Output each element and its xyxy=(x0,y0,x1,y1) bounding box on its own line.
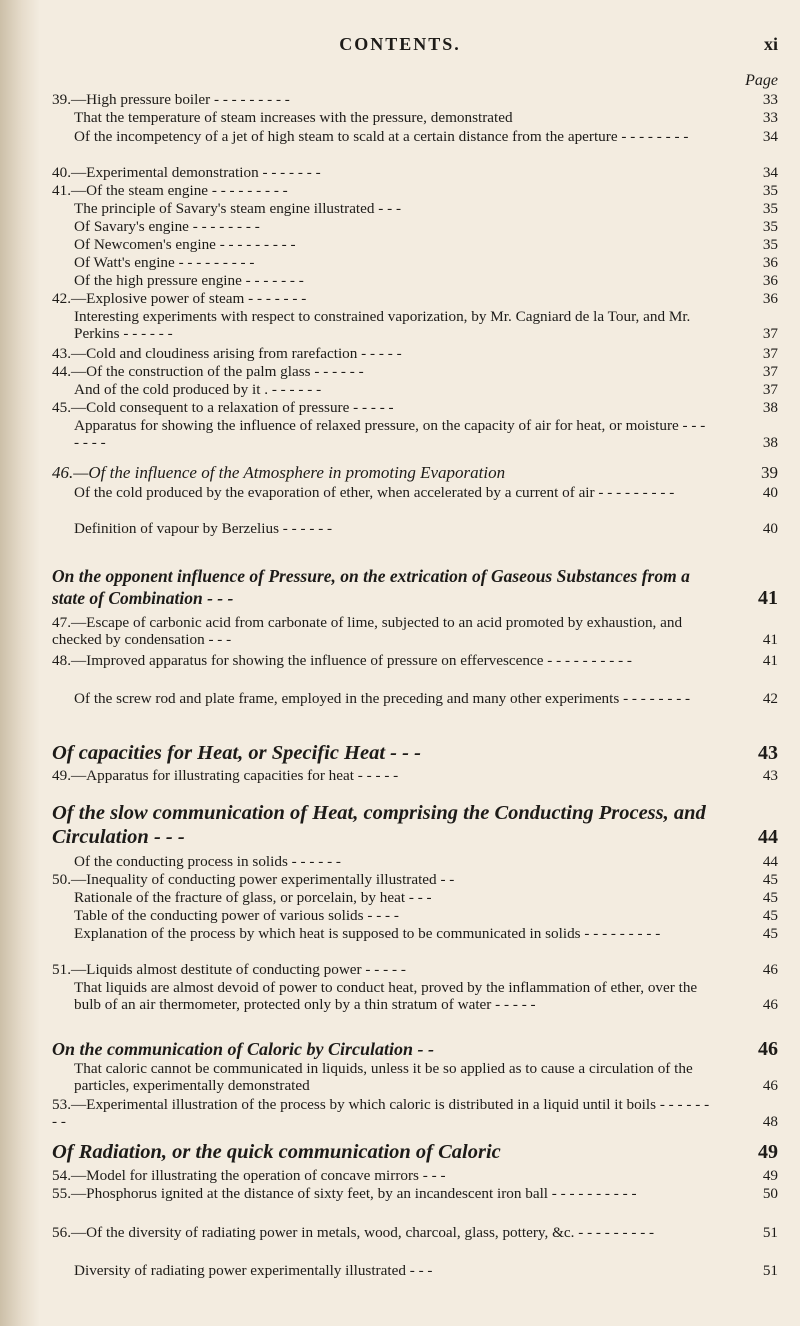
toc-entry: Interesting experiments with respect to constrained vaporization, by Mr. Cagniard de la Tour, and Mr. Perkins - - - - - - 37 xyxy=(74,308,778,343)
toc-entry: 43.—Cold and cloudiness arising from rarefaction - - - - - 37 xyxy=(52,345,778,362)
section-heading: Of capacities for Heat, or Specific Heat - - - 43 xyxy=(52,742,778,764)
toc-entry: 41.—Of the steam engine - - - - - - - - - 35 xyxy=(52,182,778,199)
toc-entry: That caloric cannot be communicated in liquids, unless it be so applied as to cause a circulation of the particles, experimentally demonstrated 46 xyxy=(74,1060,778,1095)
page-folio: xi xyxy=(763,34,778,54)
section-heading: Of the slow communication of Heat, comprising the Conducting Process, and Circulation - - - 44 xyxy=(52,802,778,848)
toc-entry: 47.—Escape of carbonic acid from carbonate of lime, subjected to an acid promoted by exhaustion, and checked by condensation - - - 41 xyxy=(52,614,778,649)
toc-entry: 55.—Phosphorus ignited at the distance of sixty feet, by an incandescent iron ball - - - - - - - - - - 50 xyxy=(52,1185,778,1202)
toc-entry: Of the screw rod and plate frame, employed in the preceding and many other experiments - - - - - - - - 42 xyxy=(74,690,778,707)
toc-entry: Of the conducting process in solids - - - - - - 44 xyxy=(74,853,778,870)
toc-entry: Definition of vapour by Berzelius - - - - - - 40 xyxy=(74,520,778,537)
toc-entry: Of the incompetency of a jet of high steam to scald at a certain distance from the aperture - - - - - - - - 34 xyxy=(74,128,778,145)
section-heading: On the opponent influence of Pressure, on the extrication of Gaseous Substances from a state of Combination - - - 41 xyxy=(52,566,778,609)
toc-entry: 42.—Explosive power of steam - - - - - - - 36 xyxy=(52,290,778,307)
toc-entry: 54.—Model for illustrating the operation of concave mirrors - - - 49 xyxy=(52,1167,778,1184)
binding-shadow xyxy=(0,0,40,1326)
toc-entry: Rationale of the fracture of glass, or porcelain, by heat - - - 45 xyxy=(74,889,778,906)
toc-entry: 49.—Apparatus for illustrating capacities for heat - - - - - 43 xyxy=(52,767,778,784)
section-heading: Of Radiation, or the quick communication of Caloric 49 xyxy=(52,1141,778,1163)
toc-entry: Of the cold produced by the evaporation of ether, when accelerated by a current of air - - - - - - - - - 40 xyxy=(74,484,778,501)
toc-entry: 46.—Of the influence of the Atmosphere in promoting Evaporation 39 xyxy=(52,463,778,482)
toc-entry: Of the high pressure engine - - - - - - - 36 xyxy=(74,272,778,289)
toc-entry: And of the cold produced by it . - - - - - - 37 xyxy=(74,381,778,398)
toc-entry: Of Savary's engine - - - - - - - - 35 xyxy=(74,218,778,235)
section-heading: On the communication of Caloric by Circulation - - 46 xyxy=(52,1038,778,1060)
toc-entry: Of Newcomen's engine - - - - - - - - - 35 xyxy=(74,236,778,253)
toc-entry: 53.—Experimental illustration of the process by which caloric is distributed in a liquid until it boils - - - - - - - - 48 xyxy=(52,1096,778,1131)
toc-entry: 45.—Cold consequent to a relaxation of pressure - - - - - 38 xyxy=(52,399,778,416)
running-title: CONTENTS. xyxy=(339,34,461,54)
toc-entry: Of Watt's engine - - - - - - - - - 36 xyxy=(74,254,778,271)
toc-entry: 50.—Inequality of conducting power experimentally illustrated - - 45 xyxy=(52,871,778,888)
toc-entry: 40.—Experimental demonstration - - - - - - - 34 xyxy=(52,164,778,181)
toc-entry: 48.—Improved apparatus for showing the influence of pressure on effervescence - - - - - - - - - - 41 xyxy=(52,652,778,669)
toc-entry: 56.—Of the diversity of radiating power in metals, wood, charcoal, glass, pottery, &c. - - - - - - - - - 51 xyxy=(52,1224,778,1241)
toc-entry: 51.—Liquids almost destitute of conducting power - - - - - 46 xyxy=(52,961,778,978)
toc-entry: Explanation of the process by which heat is supposed to be communicated in solids - - - - - - - - - 45 xyxy=(74,925,778,942)
toc-entry: 39.—High pressure boiler - - - - - - - - - 33 xyxy=(52,91,778,108)
toc-entry: Diversity of radiating power experimentally illustrated - - - 51 xyxy=(74,1262,778,1279)
toc-entry: 44.—Of the construction of the palm glass - - - - - - 37 xyxy=(52,363,778,380)
toc-entry: That liquids are almost devoid of power to conduct heat, proved by the inflammation of ether, over the bulb of an air thermometer, protected only by a thin stratum of water - - - - - 46 xyxy=(74,979,778,1014)
page-column-label: Page xyxy=(745,72,778,89)
toc-entry: Apparatus for showing the influence of relaxed pressure, on the capacity of air for heat, or moisture - - - - - - - 38 xyxy=(74,417,778,452)
toc-entry: That the temperature of steam increases with the pressure, demonstrated 33 xyxy=(74,109,778,126)
toc-entry: The principle of Savary's steam engine illustrated - - - 35 xyxy=(74,200,778,217)
toc-entry: Table of the conducting power of various solids - - - - 45 xyxy=(74,907,778,924)
